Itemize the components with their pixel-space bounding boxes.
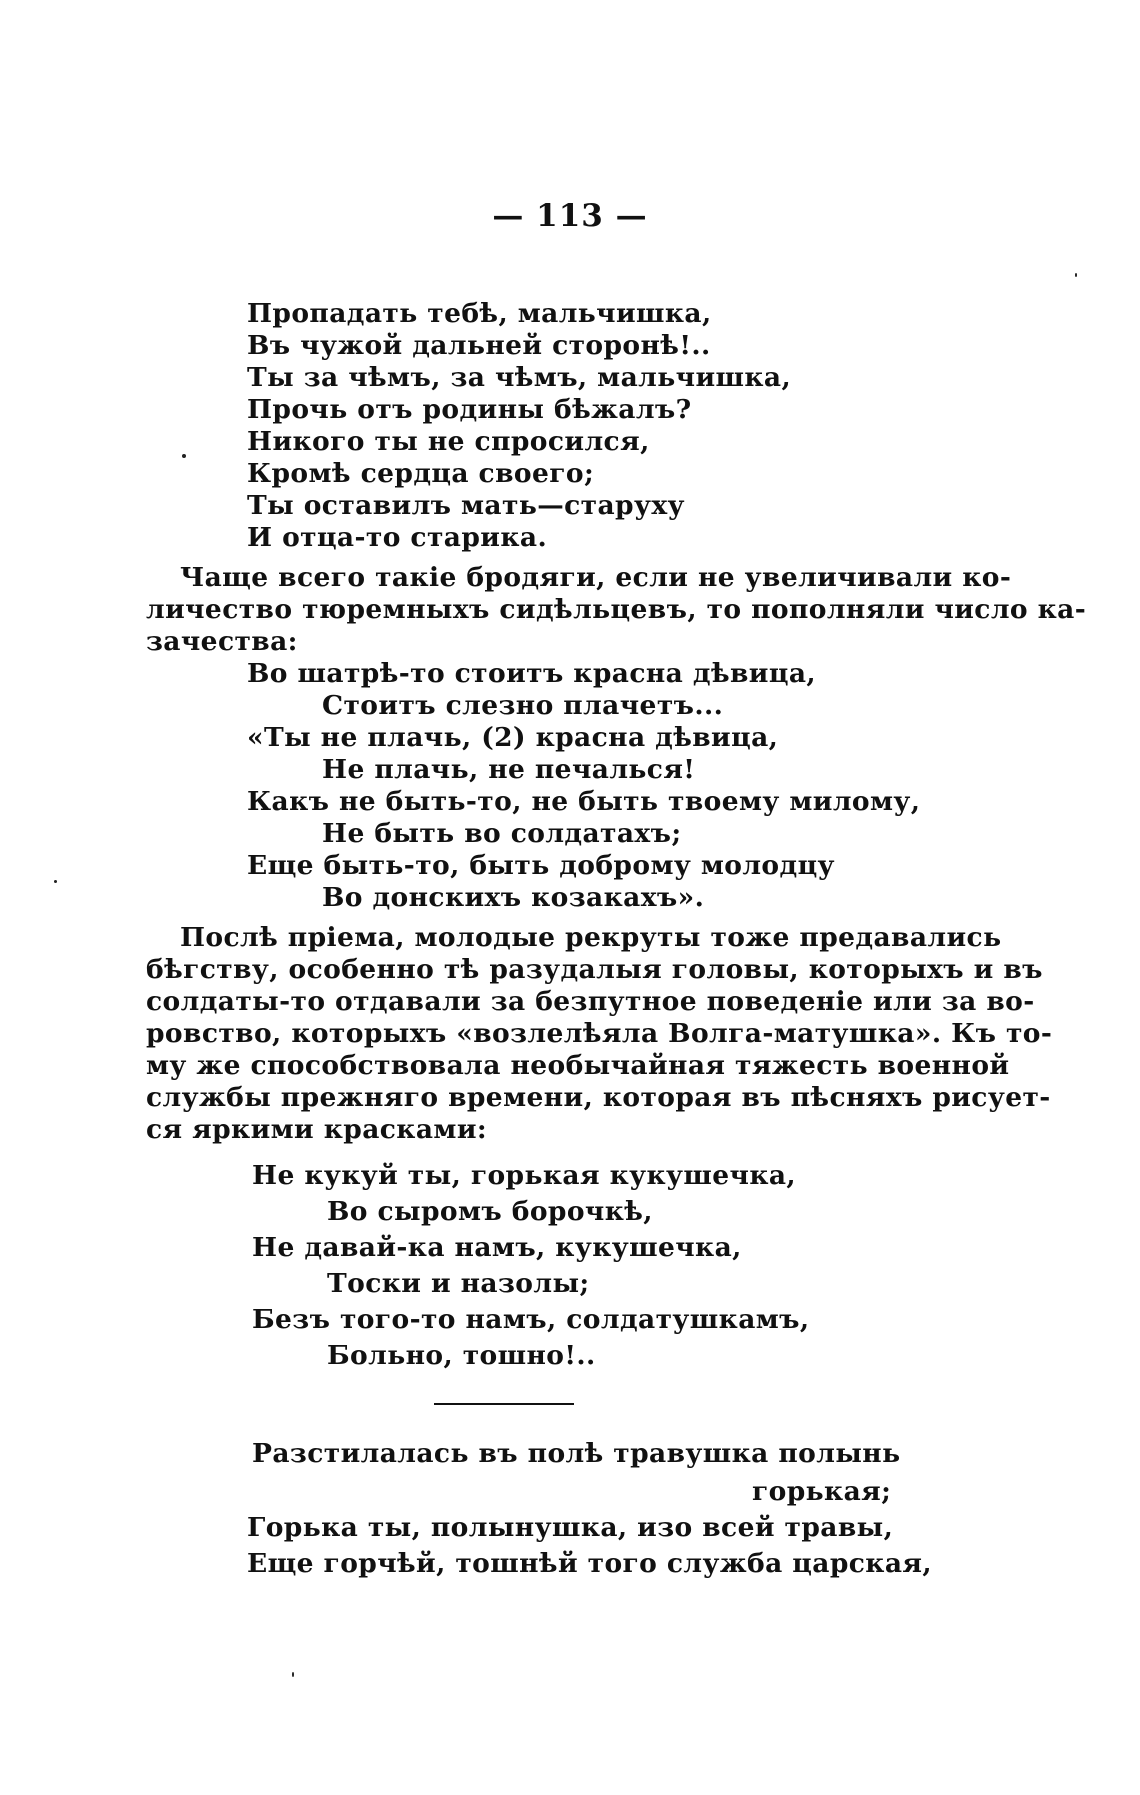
poem2-line-7: Еще быть-то, быть доброму молодцу — [247, 850, 835, 881]
poem1-line-1: Пропадать тебѣ, мальчишка, — [247, 298, 712, 329]
para1-line-2: личество тюремныхъ сидѣльцевъ, то пополняли число ка- — [146, 594, 1087, 625]
page-number: — 113 — — [492, 198, 648, 234]
poem3-line-3: Не давай-ка намъ, кукушечка, — [252, 1232, 742, 1263]
poem3-line-4: Тоски и назолы; — [327, 1268, 590, 1299]
poem2-line-2: Стоитъ слезно плачетъ... — [322, 690, 724, 721]
poem2-line-1: Во шатрѣ-то стоитъ красна дѣвица, — [247, 658, 817, 689]
para2-line-6: службы прежняго времени, которая въ пѣсняхъ рисует- — [146, 1082, 1051, 1113]
poem2-line-5: Какъ не быть-то, не быть твоему милому, — [247, 786, 921, 817]
para2-line-5: му же способствовала необычайная тяжесть военной — [146, 1050, 1010, 1081]
poem2-line-3: «Ты не плачь, (2) красна дѣвица, — [247, 722, 779, 753]
poem1-line-3: Ты за чѣмъ, за чѣмъ, мальчишка, — [247, 362, 792, 393]
print-speck — [1075, 273, 1077, 277]
print-speck — [54, 880, 57, 883]
poem1-line-4: Прочь отъ родины бѣжалъ? — [247, 394, 692, 425]
poem3-line-2: Во сыромъ борочкѣ, — [327, 1196, 653, 1227]
poem2-line-8: Во донскихъ козакахъ». — [322, 882, 705, 913]
poem4-line-1: Разстилалась въ полѣ травушка полынь — [252, 1438, 901, 1469]
poem1-line-5: Никого ты не спросился, — [247, 426, 650, 457]
para2-line-4: ровство, которыхъ «возлелѣяла Волга-матушка». Къ то- — [146, 1018, 1053, 1049]
poem3-line-6: Больно, тошно!.. — [327, 1340, 596, 1371]
para2-line-7: ся яркими красками: — [146, 1114, 488, 1145]
para2-line-3: солдаты-то отдавали за безпутное поведеніе или за во- — [146, 986, 1035, 1017]
print-speck — [292, 1672, 294, 1677]
poem4-line-3: Горька ты, полынушка, изо всей травы, — [247, 1512, 894, 1543]
poem4-line-4: Еще горчѣй, тошнѣй того служба царская, — [247, 1548, 932, 1579]
para2-line-2: бѣгству, особенно тѣ разудалыя головы, которыхъ и въ — [146, 954, 1043, 985]
poem4-line-2: горькая; — [752, 1476, 892, 1507]
poem2-line-4: Не плачь, не печалься! — [322, 754, 696, 785]
poem3-line-1: Не кукуй ты, горькая кукушечка, — [252, 1160, 797, 1191]
section-divider — [434, 1403, 574, 1405]
poem1-line-8: И отца-то старика. — [247, 522, 548, 553]
para1-line-3: зачества: — [146, 626, 298, 657]
poem1-line-6: Кромѣ сердца своего; — [247, 458, 595, 489]
poem1-line-2: Въ чужой дальней сторонѣ!.. — [247, 330, 711, 361]
poem2-line-6: Не быть во солдатахъ; — [322, 818, 682, 849]
para2-line-1: Послѣ пріема, молодые рекруты тоже предавались — [180, 922, 1002, 953]
poem3-line-5: Безъ того-то намъ, солдатушкамъ, — [252, 1304, 810, 1335]
poem1-line-7: Ты оставилъ мать—старуху — [247, 490, 685, 521]
para1-line-1: Чаще всего такіе бродяги, если не увеличивали ко- — [180, 562, 1012, 593]
print-speck — [182, 454, 186, 458]
